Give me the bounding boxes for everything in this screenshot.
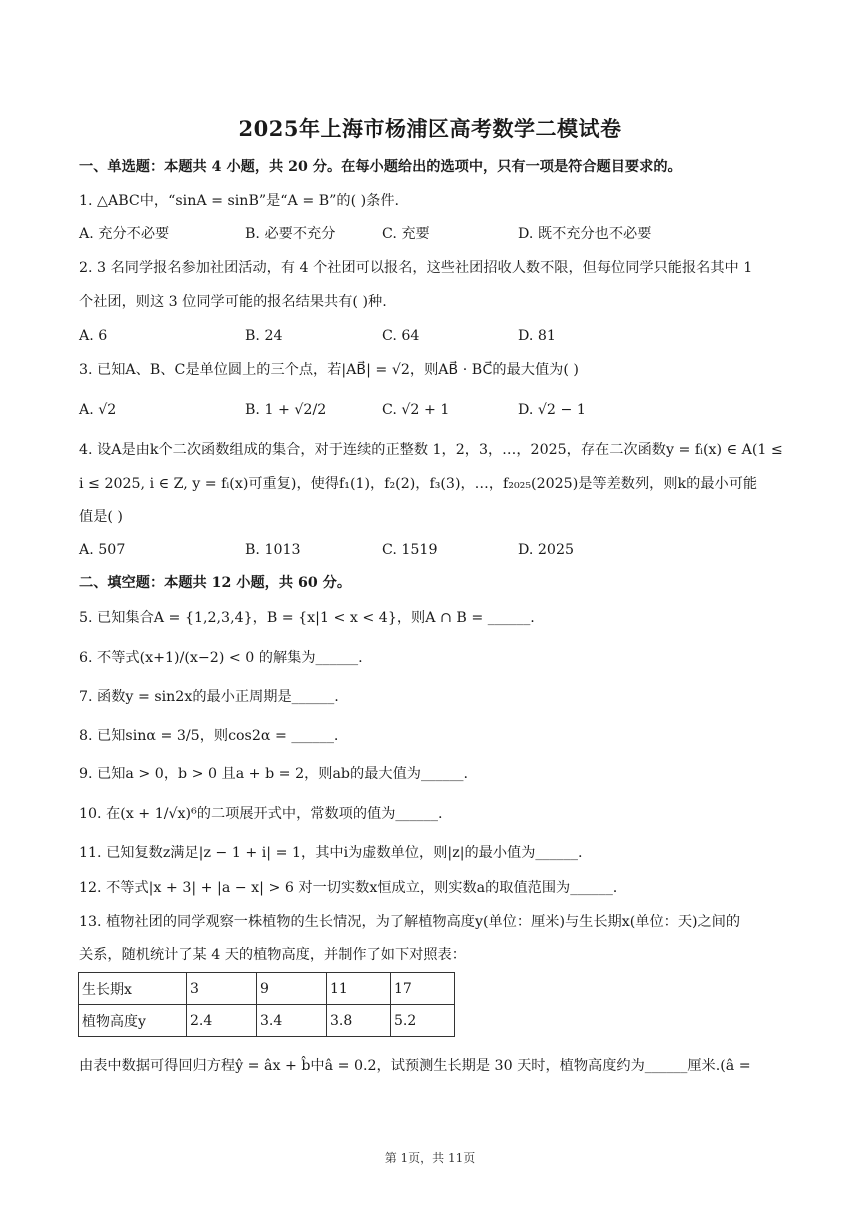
- question-2-line-1: 2. 3 名同学报名参加社团活动，有 4 个社团可以报名，这些社团招收人数不限，但每位同学只能报名其中 1: [79, 260, 753, 276]
- question-4-option-d[interactable]: D. 2025: [518, 542, 574, 558]
- table-cell: 生长期x: [79, 973, 187, 1005]
- question-3-option-d[interactable]: D. √2 − 1: [518, 402, 586, 418]
- question-4-line-2: i ≤ 2025, i ∈ Z, y = fᵢ(x)可重复)，使得f₁(1)，f₂(2)，f₃(3)，…，f₂₀₂₅(2025)是等差数列，则k的最小可能: [79, 476, 758, 492]
- question-9: 9. 已知a > 0，b > 0 且a + b = 2，则ab的最大值为______.: [79, 766, 469, 782]
- section-heading-single-choice: 一、单选题：本题共 4 小题，共 20 分。在每小题给出的选项中，只有一项是符合题目要求的。: [79, 159, 682, 175]
- table-cell: 11: [327, 973, 391, 1005]
- question-3-stem: 3. 已知A、B、C是单位圆上的三个点，若|AB⃗| = √2，则AB⃗ · BC⃗的最大值为( ): [79, 362, 579, 378]
- question-1-option-a[interactable]: A. 充分不必要: [79, 226, 170, 242]
- question-10: 10. 在(x + 1/√x)⁶的二项展开式中，常数项的值为______.: [79, 806, 443, 822]
- table-row: [79, 973, 455, 1005]
- question-3-option-c[interactable]: C. √2 + 1: [382, 402, 450, 418]
- table-cell: 3: [187, 973, 257, 1005]
- table-cell: 3.4: [257, 1005, 327, 1037]
- table-cell: 3.8: [327, 1005, 391, 1037]
- question-2-option-b[interactable]: B. 24: [245, 328, 283, 344]
- question-13-line-3: 由表中数据可得回归方程ŷ = âx + b̂中â = 0.2，试预测生长期是 30 天时，植物高度约为______厘米.(â =: [79, 1058, 751, 1074]
- question-6: 6. 不等式(x+1)/(x−2) < 0 的解集为______.: [79, 650, 363, 666]
- question-2-option-d[interactable]: D. 81: [518, 328, 556, 344]
- question-2-option-a[interactable]: A. 6: [79, 328, 108, 344]
- table-cell: 2.4: [187, 1005, 257, 1037]
- question-2-option-c[interactable]: C. 64: [382, 328, 420, 344]
- question-4-option-c[interactable]: C. 1519: [382, 542, 438, 558]
- growth-data-table: [78, 972, 455, 1037]
- question-1-stem: 1. △ABC中，“sinA = sinB”是“A = B”的( )条件.: [79, 193, 400, 209]
- question-13-line-2: 关系，随机统计了某 4 天的植物高度，并制作了如下对照表：: [79, 947, 466, 963]
- question-7: 7. 函数y = sin2x的最小正周期是______.: [79, 689, 339, 705]
- page-footer: 第 1页，共 11页: [384, 1151, 476, 1165]
- table-cell: 5.2: [391, 1005, 455, 1037]
- question-4-option-a[interactable]: A. 507: [79, 542, 126, 558]
- question-13-line-1: 13. 植物社团的同学观察一株植物的生长情况，为了解植物高度y(单位：厘米)与生长期x(单位：天)之间的: [79, 914, 741, 930]
- question-1-option-b[interactable]: B. 必要不充分: [245, 226, 336, 242]
- question-4-line-3: 值是( ): [79, 509, 123, 525]
- question-12: 12. 不等式|x + 3| + |a − x| > 6 对一切实数x恒成立，则实数a的取值范围为______.: [79, 880, 618, 896]
- question-4-option-b[interactable]: B. 1013: [245, 542, 301, 558]
- table-cell: 17: [391, 973, 455, 1005]
- question-2-line-2: 个社团，则这 3 位同学可能的报名结果共有( )种.: [79, 294, 387, 310]
- question-4-line-1: 4. 设A是由k个二次函数组成的集合，对于连续的正整数 1，2，3，…，2025，存在二次函数y = fᵢ(x) ∈ A(1 ≤: [79, 442, 783, 458]
- question-1-option-c[interactable]: C. 充要: [382, 226, 430, 242]
- table-cell: 9: [257, 973, 327, 1005]
- section-heading-fill-in: 二、填空题：本题共 12 小题，共 60 分。: [79, 575, 352, 591]
- question-11: 11. 已知复数z满足|z − 1 + i| = 1，其中i为虚数单位，则|z|的最小值为______.: [79, 845, 583, 861]
- question-1-option-d[interactable]: D. 既不充分也不必要: [518, 226, 652, 242]
- page-title: 2025年上海市杨浦区高考数学二模试卷: [238, 116, 622, 141]
- question-8: 8. 已知sinα = 3/5，则cos2α = ______.: [79, 728, 339, 744]
- question-3-option-b[interactable]: B. 1 + √2/2: [245, 402, 327, 418]
- table-cell: 植物高度y: [79, 1005, 187, 1037]
- question-5: 5. 已知集合A = {1,2,3,4}，B = {x|1 < x < 4}，则A ∩ B = ______.: [79, 610, 535, 626]
- question-3-option-a[interactable]: A. √2: [79, 402, 117, 418]
- table-row: [79, 1005, 455, 1037]
